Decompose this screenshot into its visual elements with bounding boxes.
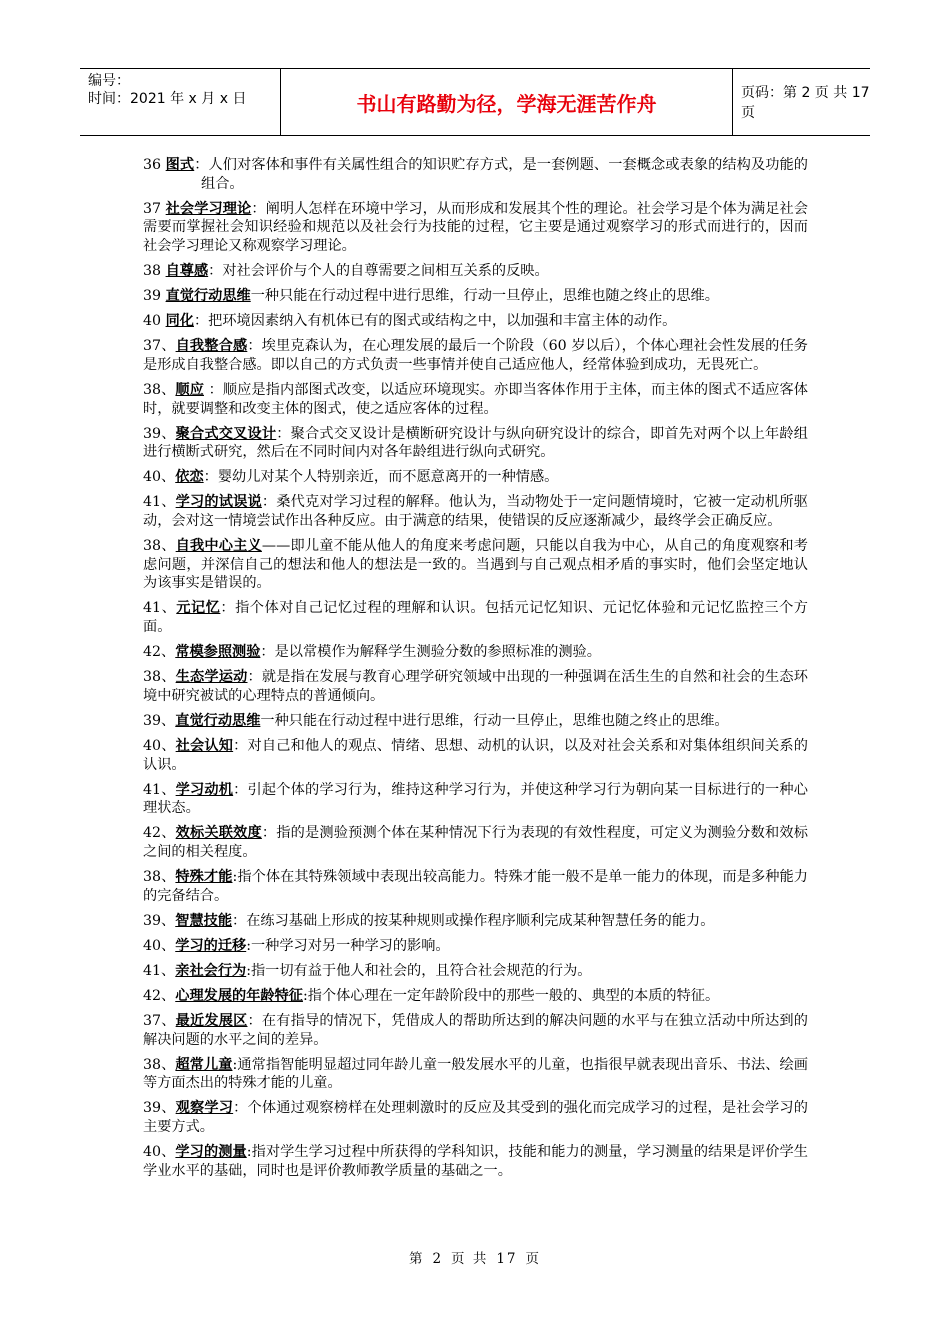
glossary-entry [143, 643, 808, 662]
footer-total-pages: 17 [496, 1251, 518, 1267]
entry-term: 生态学运动 [175, 669, 248, 686]
glossary-entry [143, 262, 808, 281]
entry-definition: ：引起个体的学习行为，维持这种学习行为，并使这种学习行为朝向某一目标进行的一种心理状态。 [143, 781, 808, 817]
entry-number: 40、 [143, 1144, 176, 1161]
entry-number: 38、 [143, 1056, 176, 1073]
glossary-entry [143, 781, 808, 818]
entry-number: 41、 [143, 781, 176, 798]
entry-term: 学习的试误说 [175, 494, 262, 511]
entry-number: 39 [143, 288, 166, 305]
entry-number: 39、 [143, 425, 176, 442]
entry-definition: ：就是指在发展与教育心理学研究领域中出现的一种强调在活生生的自然和社会的生态环境中研究被试的心理特点的普通倾向。 [143, 669, 808, 704]
entry-number: 42、 [143, 644, 176, 661]
entry-definition: :指一切有益于他人和社会的，且符合社会规范的行为。 [246, 962, 592, 979]
entry-definition: :一种学习对另一种学习的影响。 [246, 937, 450, 954]
glossary-entry [143, 493, 808, 530]
glossary-entry [143, 312, 808, 331]
entry-number: 36 [143, 157, 166, 173]
entry-definition: :指个体在其特殊领域中表现出较高能力。特殊才能一般不是单一能力的体现，而是多种能力的完备结合。 [143, 869, 808, 904]
header-motto: 书山有路勤为径，学海无涯苦作舟 [281, 69, 733, 135]
entry-number: 39、 [143, 712, 176, 729]
glossary-entry [143, 200, 808, 256]
glossary-entry [143, 337, 808, 374]
entry-term: 直觉行动思维 [175, 712, 261, 729]
glossary-entry [143, 987, 808, 1006]
entry-number: 38、 [143, 669, 176, 686]
entry-number: 42、 [143, 825, 176, 842]
entry-definition: ：指个体对自己记忆过程的理解和认识。包括元记忆知识、元记忆体验和元记忆监控三个方面。 [143, 600, 808, 635]
entry-term: 智慧技能 [175, 912, 233, 929]
entry-definition: ：是以常模作为解释学生测验分数的参照标准的测验。 [260, 644, 601, 661]
glossary-list [143, 156, 808, 1187]
entry-definition: ：阐明人怎样在环境中学习，从而形成和发展其个性的理论。社会学习是个体为满足社会需要而掌握社会知识经验和规范以及社会行为技能的过程，它主要是通过观察学习的形式而进行的，因而社会学习理论又称观察学习理论。 [143, 200, 808, 254]
entry-definition: ：指的是测验预测个体在某种情况下行为表现的有效性程度，可定义为测验分数和效标之间的相关程度。 [143, 825, 808, 860]
glossary-entry [143, 425, 808, 462]
entry-number: 39、 [143, 1100, 176, 1117]
header-page-info: 页码：第 2 页 共 17 页 [741, 85, 870, 121]
entry-definition: ：个体通过观察榜样在处理刺激时的反应及其受到的强化而完成学习的过程，是社会学习的主要方式。 [143, 1100, 808, 1136]
entry-term: 学习的测量 [175, 1144, 247, 1161]
entry-number: 42、 [143, 987, 176, 1004]
entry-term: 心理发展的年龄特征 [175, 987, 303, 1004]
glossary-entry [143, 912, 808, 931]
page-header [80, 68, 870, 136]
entry-term: 特殊才能 [175, 869, 233, 885]
entry-definition: ：在练习基础上形成的按某种规则或操作程序顺利完成某种智慧任务的能力。 [232, 912, 715, 929]
footer-mid: 页 共 [451, 1251, 489, 1267]
entry-term: 元记忆 [176, 600, 221, 617]
glossary-entry [143, 962, 808, 981]
entry-term: 图式 [165, 157, 195, 173]
entry-definition: ：对自己和他人的观点、情绪、思想、动机的认识，以及对社会关系和对集体组织间关系的认识。 [143, 737, 808, 773]
entry-term: 学习的迁移 [175, 937, 247, 954]
entry-definition: ：埃里克森认为，在心理发展的最后一个阶段（60 岁以后），个体心理社会性发展的任务是形成自我整合感。即以自己的方式负责一些事情并使自己适应他人，经常体验到成功，无畏死亡。 [143, 338, 808, 373]
entry-term: 依恋 [175, 469, 204, 486]
entry-term: 超常儿童 [175, 1056, 233, 1073]
glossary-entry [143, 1143, 808, 1180]
entry-term: 最近发展区 [175, 1013, 248, 1030]
entry-term: 聚合式交叉设计 [175, 425, 277, 442]
entry-definition: ——即儿童不能从他人的角度来考虑问题，只能以自我为中心，从自己的角度观察和考虑问题，并深信自己的想法和他人的想法是一致的。当遇到与自己观点相矛盾的事实时，他们会坚定地认为该事实是错误的。 [143, 538, 808, 592]
entry-number: 40、 [143, 737, 176, 754]
entry-term: 自我整合感 [175, 338, 248, 355]
entry-term: 效标关联效度 [175, 825, 262, 842]
glossary-entry [143, 468, 808, 487]
entry-term: 学习动机 [175, 781, 234, 798]
entry-number: 39、 [143, 912, 176, 929]
page-footer [0, 1247, 950, 1267]
entry-definition: ：人们对客体和事件有关属性组合的知识贮存方式，是一套例题、一套概念或表象的结构及功能的组合。 [194, 157, 808, 192]
glossary-entry [143, 937, 808, 956]
entry-number: 37、 [143, 1013, 176, 1030]
entry-number: 41、 [143, 494, 176, 511]
entry-definition: ：在有指导的情况下，凭借成人的帮助所达到的解决问题的水平与在独立活动中所达到的解决问题的水平之间的差异。 [143, 1013, 808, 1048]
entry-number: 38、 [143, 381, 176, 398]
entry-number: 40、 [143, 469, 176, 486]
entry-definition: ：把环境因素纳入有机体已有的图式或结构之中，以加强和丰富主体的动作。 [193, 313, 677, 330]
entry-number: 40、 [143, 937, 176, 954]
entry-number: 37 [143, 200, 166, 217]
glossary-entry [143, 1012, 808, 1049]
entry-definition: ：聚合式交叉设计是横断研究设计与纵向研究设计的综合，即首先对两个以上年龄组进行横断式研究，然后在不同时间内对各年龄组进行纵向式研究。 [143, 425, 808, 461]
entry-term: 亲社会行为 [175, 962, 247, 979]
entry-term: 自尊感 [165, 262, 209, 279]
entry-definition: ：顺应是指内部图式改变，以适应环境现实。亦即当客体作用于主体，而主体的图式不适应客体时，就要调整和改变主体的图式，使之适应客体的过程。 [143, 381, 808, 417]
glossary-entry [143, 737, 808, 774]
entry-definition: ：婴幼儿对某个人特别亲近，而不愿意离开的一种情感。 [203, 469, 559, 486]
entry-definition: :通常指智能明显超过同年龄儿童一般发展水平的儿童，也指很早就表现出音乐、书法、绘画等方面杰出的特殊才能的儿童。 [143, 1056, 808, 1092]
header-meta [80, 69, 281, 135]
glossary-entry [143, 599, 808, 636]
entry-number: 37、 [143, 338, 176, 355]
footer-page-number: 2 [432, 1251, 444, 1267]
glossary-entry [143, 381, 808, 418]
glossary-entry [143, 156, 808, 193]
glossary-entry [143, 868, 808, 905]
glossary-entry [143, 537, 808, 593]
entry-term: 社会认知 [175, 737, 234, 754]
glossary-entry [143, 668, 808, 705]
glossary-entry [143, 287, 808, 306]
glossary-entry [143, 1099, 808, 1136]
footer-pre: 第 [408, 1251, 425, 1267]
glossary-entry [143, 712, 808, 731]
doc-time-label: 时间：2021 年 x 月 x 日 [88, 91, 247, 107]
entry-definition: ：对社会评价与个人的自尊需要之间相互关系的反映。 [208, 262, 549, 279]
entry-number: 40 [143, 313, 166, 330]
entry-number: 38 [143, 262, 166, 279]
entry-definition: ：桑代克对学习过程的解释。他认为，当动物处于一定问题情境时，它被一定动机所驱动，会对这一情境尝试作出各种反应。由于满意的结果，使错误的反应逐渐减少，最终学会正确反应。 [143, 494, 808, 529]
entry-number: 41、 [143, 600, 177, 617]
glossary-entry [143, 1056, 808, 1093]
entry-definition: 一种只能在行动过程中进行思维，行动一旦停止，思维也随之终止的思维。 [260, 712, 729, 729]
doc-number-label: 编号： [88, 73, 130, 89]
entry-number: 41、 [143, 962, 176, 979]
entry-term: 顺应 [175, 381, 204, 398]
entry-definition: :指个体心理在一定年龄阶段中的那些一般的、典型的本质的特征。 [302, 987, 720, 1004]
footer-post: 页 [525, 1251, 542, 1267]
entry-number: 38、 [143, 538, 176, 555]
entry-definition: :指对学生学习过程中所获得的学科知识，技能和能力的测量，学习测量的结果是评价学生学业水平的基础，同时也是评价教师教学质量的基础之一。 [143, 1144, 808, 1179]
entry-definition: 一种只能在行动过程中进行思维，行动一旦停止，思维也随之终止的思维。 [250, 288, 719, 305]
entry-term: 直觉行动思维 [165, 288, 251, 305]
entry-term: 常模参照测验 [175, 644, 261, 661]
entry-term: 观察学习 [175, 1100, 234, 1117]
glossary-entry [143, 824, 808, 861]
entry-term: 同化 [165, 313, 194, 330]
entry-term: 自我中心主义 [175, 538, 262, 555]
entry-term: 社会学习理论 [165, 200, 252, 217]
entry-number: 38、 [143, 869, 176, 885]
